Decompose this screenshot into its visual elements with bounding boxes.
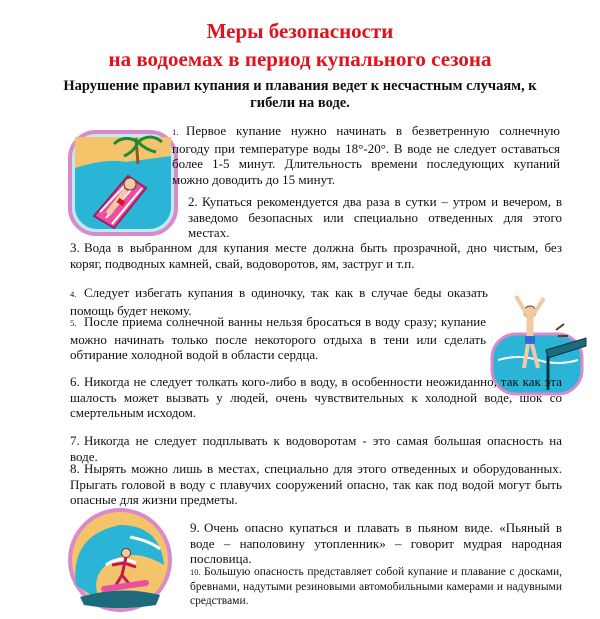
rule-item-7: [70, 433, 562, 464]
rule-number: 10.: [190, 567, 201, 577]
rule-text: Никогда не следует толкать кого-либо в воду, в особенности неожиданно, так как эта шалость может вызвать у людей, очень чувствительных к холодной воде, шок со смертельным исходом.: [70, 374, 562, 421]
rule-text: Очень опасно купаться и плавать в пьяном виде. «Пьяный в воде – наполовину утопленник» – говорит мудрая народная пословица.: [190, 520, 562, 567]
rule-item-2: [188, 194, 562, 241]
rule-item-9: [190, 520, 562, 567]
rule-text: Большую опасность представляет собой купание и плавание с досками, бревнами, надутыми резиновыми автомобильными камерами и надувными средствами.: [190, 566, 562, 607]
surfer-illustration: [60, 505, 180, 615]
rule-item-6: [70, 374, 562, 421]
rule-text: Нырять можно лишь в местах, специально для этого отведенных и оборудованных. Прыгать головой в воду с плавучих сооружений опасно, так как под водой могут быть опасные для жизни предметы.: [70, 461, 562, 508]
rule-number: 6.: [70, 374, 80, 389]
rule-item-3: [70, 240, 562, 271]
page-title-line1: Меры безопасности: [206, 19, 394, 43]
rule-number: 1.: [172, 127, 179, 137]
rule-item-5: [70, 314, 486, 363]
rule-number: 3.: [70, 240, 80, 255]
sunbather-illustration: [66, 128, 180, 238]
rule-number: 4.: [70, 289, 77, 299]
rule-text: Никогда не следует подплывать к водоворотам - это самая большая опасность на воде.: [70, 433, 562, 464]
rule-number: 5.: [70, 318, 77, 328]
rule-item-10: [190, 565, 562, 609]
rule-item-8: [70, 461, 562, 508]
page-subtitle: Нарушение правил купания и плавания ведет к несчастным случаям, к гибели на воде.: [63, 78, 537, 111]
rule-text: Купаться рекомендуется два раза в сутки – утром и вечером, в заведомо безопасных или специально отведенных для этого местах.: [188, 194, 562, 241]
rule-text: Следует избегать купания в одиночку, так как в случае беды оказать помощь будет некому.: [70, 285, 488, 318]
rule-text: Первое купание нужно начинать в безветренную солнечную погоду при температуре воды 18°-20°. В воде не следует оставаться более 1-5 минут. Длительность времени последующих купаний можно доводить до 15 минут.: [172, 123, 560, 187]
rule-text: Вода в выбранном для купания месте должна быть прозрачной, дно чистым, без коряг, подводных камней, свай, водоворотов, ям, заструг и т.п.: [70, 240, 562, 271]
rule-number: 7.: [70, 433, 80, 448]
page-title-line2: на водоемах в период купального сезона: [108, 47, 492, 71]
rule-number: 2.: [188, 194, 198, 209]
rule-item-1: [172, 123, 560, 187]
rule-number: 9.: [190, 520, 200, 535]
rule-text: После приема солнечной ванны нельзя бросаться в воду сразу; купание можно начинать только после некоторого отдыха в тени или сделать обтирание холодной водой в области сердца.: [70, 314, 486, 363]
rule-number: 8.: [70, 461, 80, 476]
